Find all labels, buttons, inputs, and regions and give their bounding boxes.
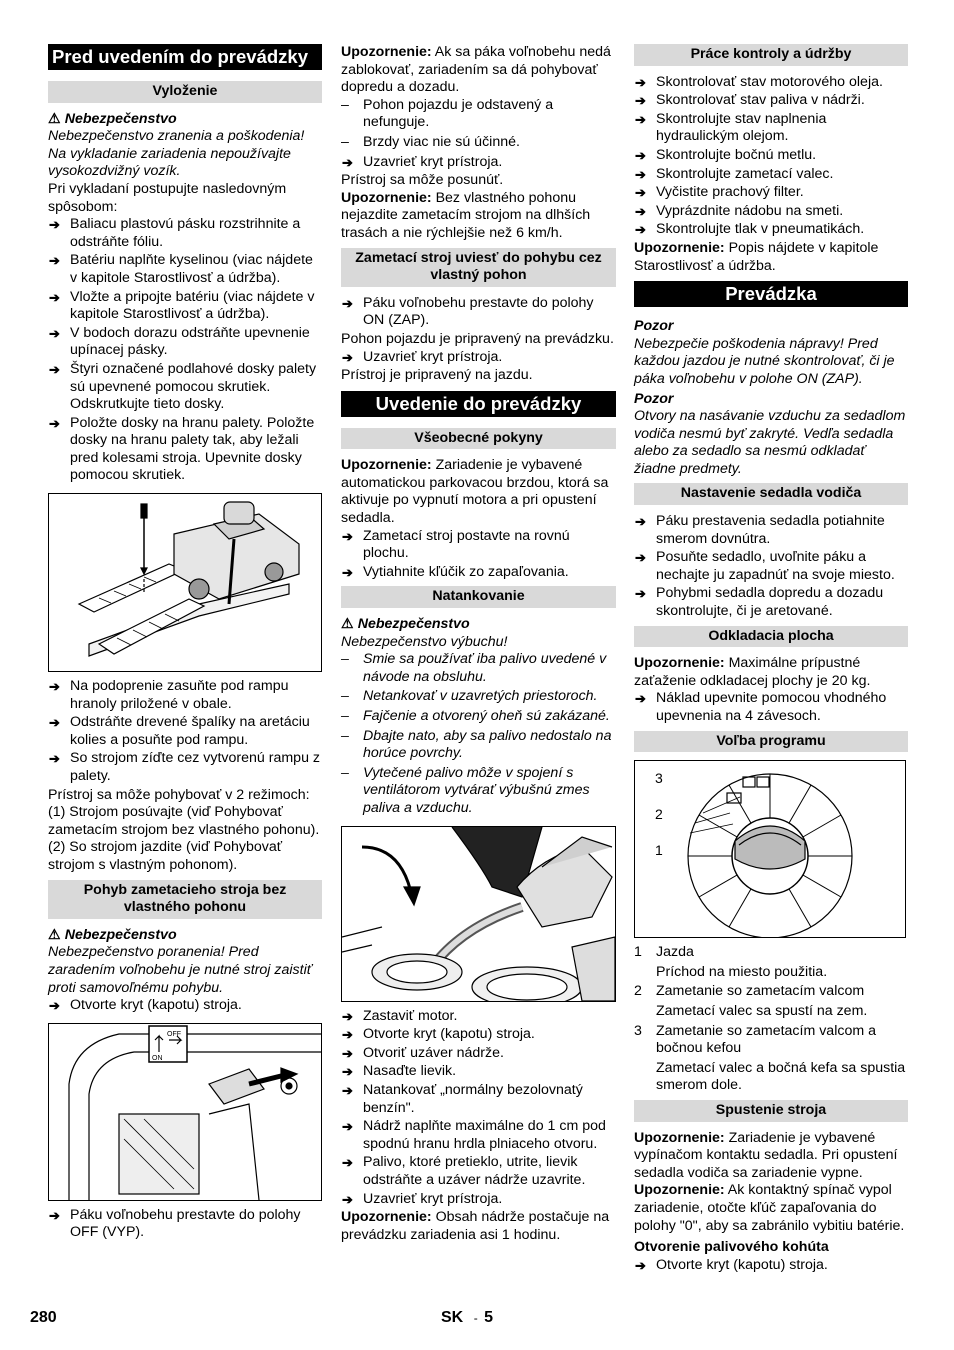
step-item: ➔ Skontrolujte tlak v pneumatikách. <box>634 221 908 239</box>
step-item: ➔ Skontrolovať stav motorového oleja. <box>634 74 908 92</box>
note: Upozornenie: Zariadenie je vybavené automatickou parkovacou brzdou, ktorá sa aktivuje po vypnutí motora a pri opustení sedadla. <box>341 457 609 527</box>
subsection-vlastny-pohon: Zametací stroj uviesť do pohybu cez vlastný pohon <box>341 248 616 287</box>
figure-refueling <box>341 826 616 1002</box>
step-item: ➔ Páku voľnobehu prestavte do polohy ON (ZAP). <box>341 295 616 330</box>
section-title-prevadzka: Prevádzka <box>634 281 908 307</box>
step-item: ➔ Natankovať „normálny bezolovnatý benzín". <box>341 1082 616 1117</box>
note: Upozornenie: Zariadenie je vybavené vypínačom kontaktu sedadla. Pri opustení sedadla vodiča sa zariadenie vypne. <box>634 1129 898 1181</box>
callout-3: 3 <box>655 770 663 787</box>
step-item: ➔ Vyprázdnite nádobu na smeti. <box>634 203 908 221</box>
program-item: 2 Zametanie so zametacím valcom <box>634 983 865 1000</box>
step-item: ➔ Položte dosky na hranu palety. Položte dosky na hranu palety tak, aby ležali pred kolesami stroja. Upevnite dosky pomocou skrutiek. <box>48 415 322 485</box>
subsection-vylozenie: Vyloženie <box>48 81 322 103</box>
paragraph: (1) Strojom posúvajte (viď Pohybovať zametacím strojom bez vlastného pohonu). <box>48 804 320 838</box>
step-item: ➔ V bodoch dorazu odstráňte upevnenie upínacej pásky. <box>48 325 322 360</box>
warning-icon: ⚠ <box>341 616 354 633</box>
step-item: ➔ Na podoprenie zasuňte pod rampu hranoly priložené v obale. <box>48 678 322 713</box>
subheading: Otvorenie palivového kohúta <box>634 1239 829 1256</box>
step-item: ➔ Uzavrieť kryt prístroja. <box>341 1191 616 1209</box>
step-item: ➔ Odstráňte drevené špalíky na aretáciu kolies a posuňte pod rampu. <box>48 714 322 749</box>
step-item: ➔ Skontrolujte bočnú metlu. <box>634 147 908 165</box>
note: Upozornenie: Ak kontaktný spínač vypol zariadenie, otočte kľúč zapaľovania do polohy "0", aby sa zabránilo vybitiu batérie. <box>634 1182 905 1234</box>
subsection-vseobecne: Všeobecné pokyny <box>341 428 616 450</box>
step-item: ➔ Skontrolujte stav naplnenia hydraulickým olejom. <box>634 111 908 146</box>
caution-text: Nebezpečie poškodenia nápravy! Pred každou jazdou je nutné skontrolovať, či je páka voľnobehu v polohe ON (ZAP). <box>634 335 895 387</box>
dash-item: – Pohon pojazdu je odstavený a nefunguje. <box>341 97 616 132</box>
danger-text: Nebezpečenstvo zranenia a poškodenia! Na vykladanie zariadenia nepoužívajte vysokozdvižný vozík. <box>48 128 305 180</box>
dash-item: – Vytečené palivo môže v spojení s ventilátorom vytvárať výbušnú zmes paliva a vzduchu. <box>341 765 616 818</box>
program-desc: Príchod na miesto použitia. <box>656 963 828 980</box>
step-item: ➔ Štyri označené podlahové dosky palety sú upevnené pomocou skrutiek. Odskrutkujte tieto dosky. <box>48 361 322 414</box>
step-item: ➔ Zastaviť motor. <box>341 1008 616 1026</box>
caution-text: Otvory na nasávanie vzduchu za sedadlom vodiča nesmú byť zakryté. Vedľa sedadla alebo za sedadlo sa nesmú odkladať žiadne predmety. <box>634 408 906 477</box>
step-item: ➔ Vložte a pripojte batériu (viac nájdete v kapitole Starostlivosť a údržba). <box>48 289 322 324</box>
column-3 <box>634 44 908 1275</box>
step-item: ➔ Náklad upevnite pomocou vhodného upevnenia na 4 závesoch. <box>634 690 908 725</box>
step-item: ➔ Posuňte sedadlo, uvoľnite páku a nechajte ju zapadnúť na svoje miesto. <box>634 549 908 584</box>
warning-icon: ⚠ <box>48 926 61 943</box>
step-item: ➔ Vyčistite prachový filter. <box>634 184 908 202</box>
subsection-odkladacia-plocha: Odkladacia plocha <box>634 626 908 648</box>
danger-heading: ⚠ Nebezpečenstvo <box>48 110 177 127</box>
step-item: ➔ Uzavrieť kryt prístroja. <box>341 349 616 367</box>
figure-freewheel-lever <box>48 1023 322 1201</box>
note: Upozornenie: Ak sa páka voľnobehu nedá zablokovať, zariadením sa dá pohybovať dopredu a dozadu. <box>341 44 611 96</box>
step-item: ➔ Skontrolovať stav paliva v nádrži. <box>634 92 908 110</box>
page-number: 280 <box>30 1309 57 1326</box>
caution-heading: Pozor <box>634 390 674 407</box>
dash-item: – Dbajte nato, aby sa palivo nedostalo na horúce povrchy. <box>341 728 616 763</box>
section-title-pred-uvedenim: Pred uvedením do prevádzky <box>48 44 322 70</box>
paragraph: Prístroj je pripravený na jazdu. <box>341 367 533 384</box>
step-item: ➔ Baliacu plastovú pásku rozstrihnite a odstráňte fóliu. <box>48 216 322 251</box>
program-item: 1 Jazda <box>634 944 694 961</box>
step-item: ➔ Páku prestavenia sedadla potiahnite smerom dovnútra. <box>634 513 908 548</box>
step-item: ➔ Pohybmi sedadla dopredu a dozadu skontrolujte, či je aretované. <box>634 585 908 620</box>
paragraph: Pri vykladaní postupujte nasledovným spôsobom: <box>48 180 287 215</box>
step-item: ➔ Zametací stroj postavte na rovnú plochu. <box>341 528 616 563</box>
subsection-kontrola-udrzba: Práce kontroly a údržby <box>634 44 908 66</box>
note: Upozornenie: Bez vlastného pohonu nejazdite zametacím strojom na dlhších trasách a nie rýchlejšie než 6 km/h. <box>341 189 591 241</box>
dash-item: – Brzdy viac nie sú účinné. <box>341 134 616 152</box>
subsection-pohyb-bez-pohonu: Pohyb zametacieho stroja bez vlastného pohonu <box>48 880 322 919</box>
figure-program-selector <box>634 760 906 938</box>
paragraph: Prístroj sa môže pohybovať v 2 režimoch: <box>48 786 310 803</box>
paragraph: Pohon pojazdu je pripravený na prevádzku. <box>341 330 614 347</box>
step-item: ➔ Palivo, ktoré pretieklo, utrite, lievik odstráňte a uzáver nádrže uzavrite. <box>341 1154 616 1189</box>
paragraph: (2) So strojom jazdite (viď Pohybovať strojom s vlastným pohonom). <box>48 839 283 873</box>
step-item: ➔ Batériu naplňte kyselinou (viac nájdete v kapitole Starostlivosť a údržba). <box>48 252 322 287</box>
dash-item: – Smie sa používať iba palivo uvedené v návode na obsluhu. <box>341 651 616 686</box>
callout-2: 2 <box>655 806 663 823</box>
note: Upozornenie: Maximálne prípustné zaťaženie odkladacej plochy je 20 kg. <box>634 655 871 689</box>
program-desc: Zametací valec a bočná kefa sa spustia smerom dole. <box>656 1059 906 1094</box>
step-item: ➔ Otvoriť uzáver nádrže. <box>341 1045 616 1063</box>
step-item: ➔ Otvorte kryt (kapotu) stroja. <box>48 997 322 1015</box>
step-item: ➔ So strojom zíďte cez vytvorenú rampu z palety. <box>48 750 322 785</box>
caution-heading: Pozor <box>634 318 674 335</box>
danger-text: Nebezpečenstvo poranenia! Pred zaradením voľnobehu je nutné stroj zaistiť proti samovoľnému pohybu. <box>48 944 312 996</box>
danger-heading: ⚠ Nebezpečenstvo <box>48 926 177 943</box>
program-item: 3 Zametanie so zametacím valcom a bočnou kefou <box>634 1022 876 1057</box>
danger-heading: ⚠ Nebezpečenstvo <box>341 616 470 633</box>
dash-item: – Netankovať v uzavretých priestoroch. <box>341 688 616 706</box>
step-item: ➔ Vytiahnite kľúčik zo zapaľovania. <box>341 564 616 582</box>
step-item: ➔ Otvorte kryt (kapotu) stroja. <box>634 1257 908 1275</box>
danger-text: Nebezpečenstvo výbuchu! <box>341 633 508 650</box>
off-label: OFF <box>167 1030 181 1038</box>
subsection-natankovanie: Natankovanie <box>341 586 616 608</box>
step-item: ➔ Skontrolujte zametací valec. <box>634 166 908 184</box>
footer-lang: SK - 5 <box>441 1309 494 1326</box>
column-2 <box>341 44 616 1244</box>
note: Upozornenie: Obsah nádrže postačuje na prevádzku zariadenia asi 1 hodinu. <box>341 1209 610 1243</box>
subsection-volba-programu: Voľba programu <box>634 731 908 753</box>
note: Upozornenie: Popis nájdete v kapitole Starostlivosť a údržba. <box>634 239 879 274</box>
step-item: ➔ Nádrž naplňte maximálne do 1 cm pod spodnú hranu hrdla plniaceho otvoru. <box>341 1118 616 1153</box>
section-title-uvedenie: Uvedenie do prevádzky <box>341 391 616 417</box>
subsection-spustenie: Spustenie stroja <box>634 1100 908 1122</box>
column-1 <box>48 44 322 1243</box>
program-desc: Zametací valec sa spustí na zem. <box>656 1002 868 1019</box>
step-item: ➔ Uzavrieť kryt prístroja. <box>341 154 616 172</box>
step-item: ➔ Nasaďte lievik. <box>341 1063 616 1081</box>
warning-icon: ⚠ <box>48 110 61 127</box>
on-label: ON <box>152 1054 163 1062</box>
step-item: ➔ Páku voľnobehu prestavte do polohy OFF (VYP). <box>48 1207 322 1242</box>
callout-1: 1 <box>655 842 663 859</box>
paragraph: Prístroj sa môže posunúť. <box>341 172 504 189</box>
dash-item: – Fajčenie a otvorený oheň sú zakázané. <box>341 708 616 726</box>
figure-sweeper-on-pallet <box>48 493 322 672</box>
subsection-sedadlo: Nastavenie sedadla vodiča <box>634 483 908 505</box>
step-item: ➔ Otvorte kryt (kapotu) stroja. <box>341 1026 616 1044</box>
